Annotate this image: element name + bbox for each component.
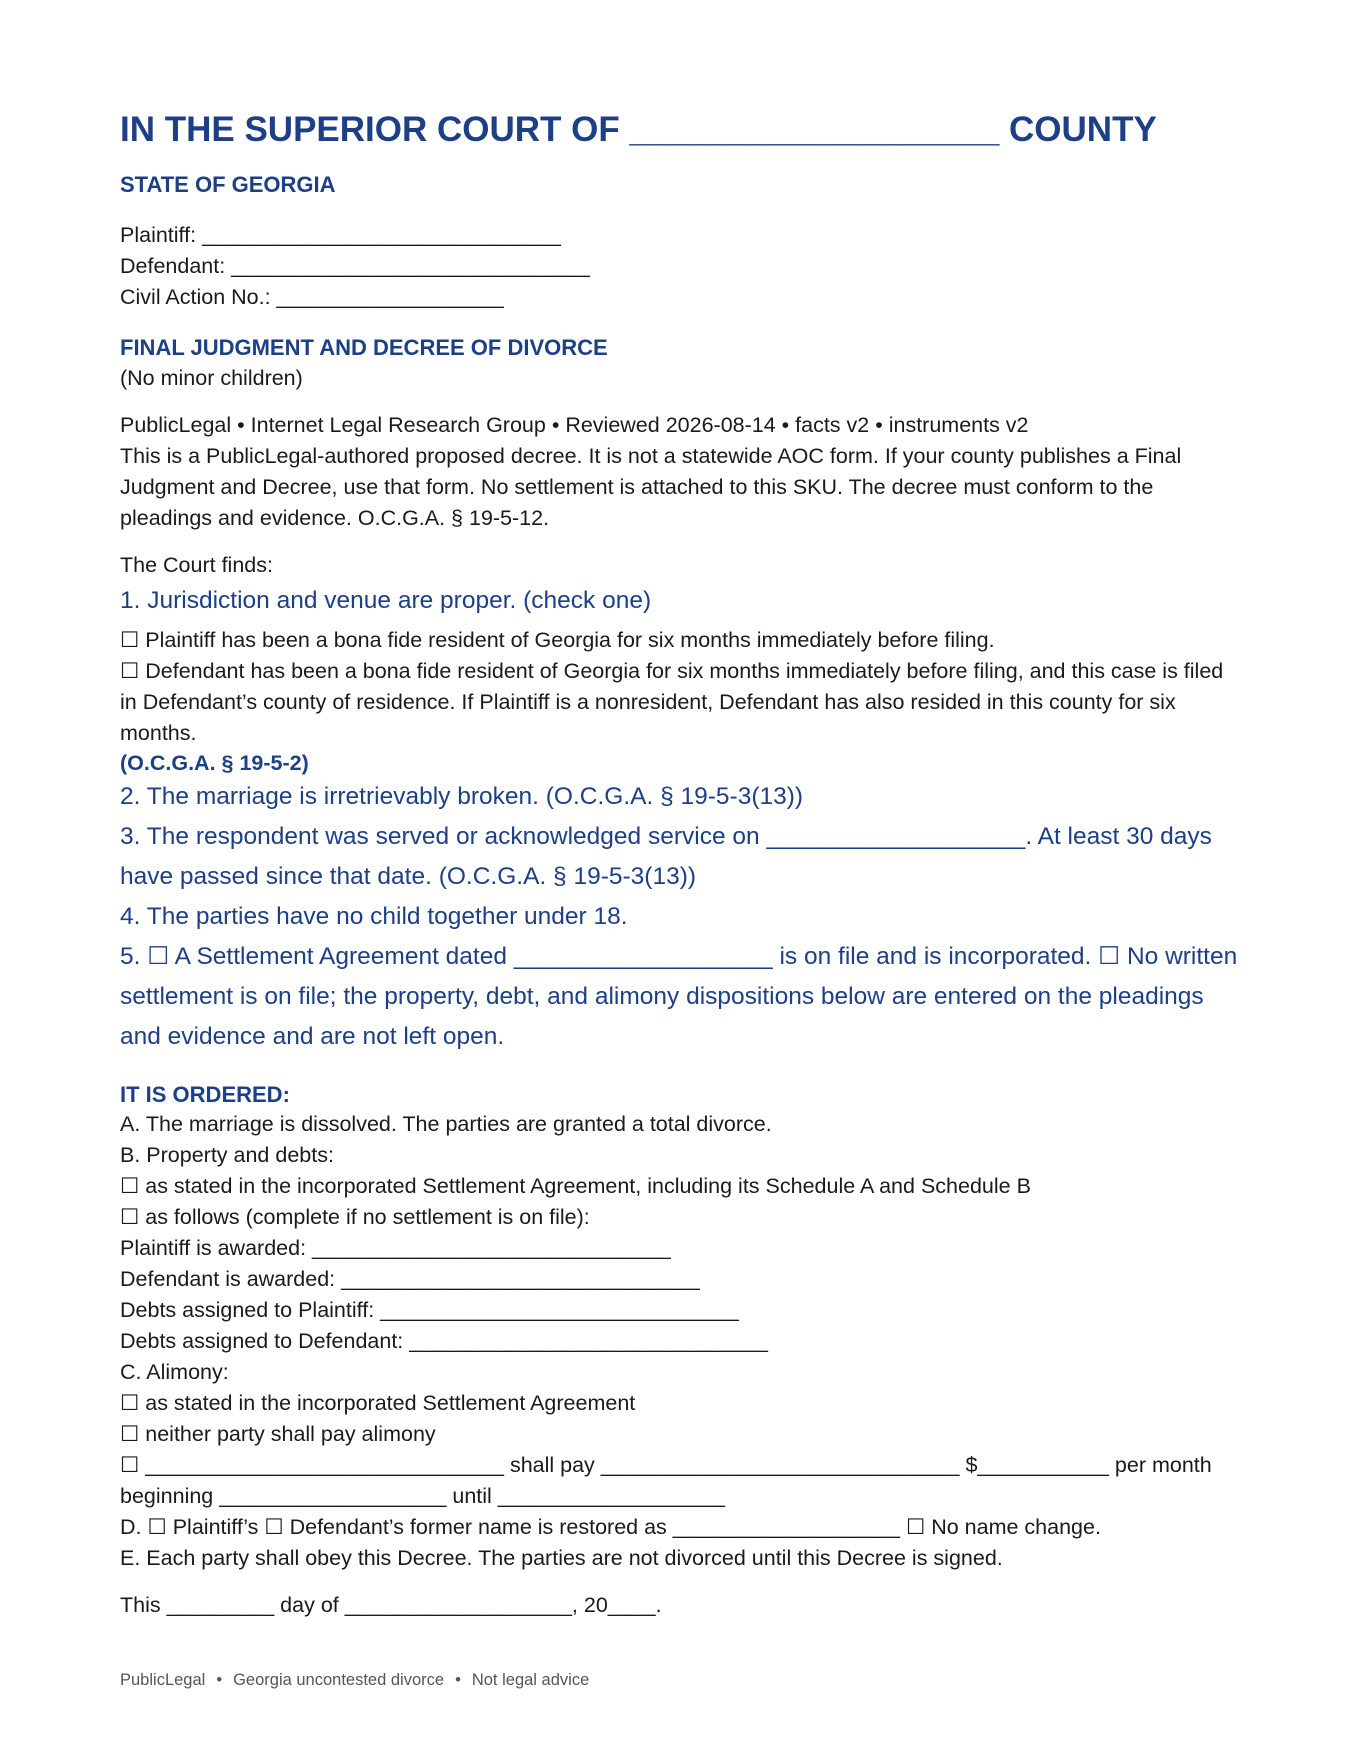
decree-subtitle: (No minor children) <box>120 366 303 390</box>
finding-1-option-plaintiff: ☐ Plaintiff has been a bona fide resident of Georgia for six months immediately before filing. <box>120 628 995 652</box>
order-b-option-settlement: ☐ as stated in the incorporated Settlement Agreement, including its Schedule A and Schedule B <box>120 1174 1031 1198</box>
order-c-option-none: ☐ neither party shall pay alimony <box>120 1422 436 1446</box>
finding-5: 5. ☐ A Settlement Agreement dated ___________________ is on file and is incorporated. ☐ No written settlement is on file; the property, debt, and alimony dispositions below are entered on the pleadings and evidence and are not left open. <box>120 943 1238 1050</box>
footer-disclaimer: Not legal advice <box>471 1671 590 1689</box>
order-b-defendant-awarded: Defendant is awarded: ______________________________ <box>120 1267 700 1291</box>
footer-separator: • <box>455 1671 461 1689</box>
defendant-line: Defendant: ______________________________ <box>120 254 590 278</box>
order-e: E. Each party shall obey this Decree. The parties are not divorced until this Decree is signed. <box>120 1546 1003 1570</box>
finding-1: 1. Jurisdiction and venue are proper. (check one) <box>120 587 652 614</box>
finding-4: 4. The parties have no child together under 18. <box>120 903 628 930</box>
plaintiff-line: Plaintiff: ______________________________ <box>120 223 561 247</box>
decree-title: FINAL JUDGMENT AND DECREE OF DIVORCE <box>120 335 608 360</box>
order-b-debts-plaintiff: Debts assigned to Plaintiff: ______________________________ <box>120 1298 739 1322</box>
document-body <box>120 106 1240 1621</box>
footer-separator: • <box>216 1671 223 1689</box>
order-b-plaintiff-awarded: Plaintiff is awarded: ______________________________ <box>120 1236 671 1260</box>
order-c: C. Alimony: <box>120 1360 229 1384</box>
state-heading: STATE OF GEORGIA <box>120 172 336 197</box>
order-d: D. ☐ Plaintiff’s ☐ Defendant’s former name is restored as ___________________ ☐ No name change. <box>120 1515 1101 1539</box>
findings-section <box>120 550 1240 1057</box>
finding-1-citation: (O.C.G.A. § 19-5-2) <box>120 751 309 775</box>
parties-block <box>120 220 1240 313</box>
findings-intro: The Court finds: <box>120 553 273 577</box>
signature-date-line: This _________ day of ___________________, 20____. <box>120 1593 662 1617</box>
footer-brand: PublicLegal <box>120 1671 206 1689</box>
order-b: B. Property and debts: <box>120 1143 334 1167</box>
order-c-option-settlement: ☐ as stated in the incorporated Settlement Agreement <box>120 1391 636 1415</box>
meta-block <box>120 410 1240 534</box>
orders-heading: IT IS ORDERED: <box>120 1082 290 1107</box>
finding-2: 2. The marriage is irretrievably broken. (O.C.G.A. § 19-5-3(13)) <box>120 783 804 810</box>
source-line: PublicLegal • Internet Legal Research Group • Reviewed 2026-08-14 • facts v2 • instruments v2 <box>120 413 1029 437</box>
footer-topic: Georgia uncontested divorce <box>233 1671 445 1689</box>
court-title: IN THE SUPERIOR COURT OF ___________________ COUNTY <box>120 110 1157 149</box>
order-a: A. The marriage is dissolved. The parties are granted a total divorce. <box>120 1112 772 1136</box>
order-b-option-as-follows: ☐ as follows (complete if no settlement is on file): <box>120 1205 590 1229</box>
order-c-option-payment: ☐ ______________________________ shall pay ______________________________ $___________ per month beginning ___________________ until ___________________ <box>120 1453 1212 1508</box>
finding-1-option-defendant: ☐ Defendant has been a bona fide resident of Georgia for six months immediately before filing, and this case is filed in Defendant’s county of residence. If Plaintiff is a nonresident, Defendant has also resided in this county for six months. <box>120 659 1224 745</box>
finding-3: 3. The respondent was served or acknowledged service on ___________________. At least 30 days have passed since that date. (O.C.G.A. § 19-5-3(13)) <box>120 823 1212 890</box>
civil-action-line: Civil Action No.: ___________________ <box>120 285 504 309</box>
page-footer <box>120 1669 589 1691</box>
notice-paragraph: This is a PublicLegal-authored proposed decree. It is not a statewide AOC form. If your county publishes a Final Judgment and Decree, use that form. No settlement is attached to this SKU. The decree must conform to the pleadings and evidence. O.C.G.A. § 19-5-12. <box>120 444 1182 530</box>
orders-section <box>120 1109 1240 1574</box>
order-b-debts-defendant: Debts assigned to Defendant: ______________________________ <box>120 1329 768 1353</box>
